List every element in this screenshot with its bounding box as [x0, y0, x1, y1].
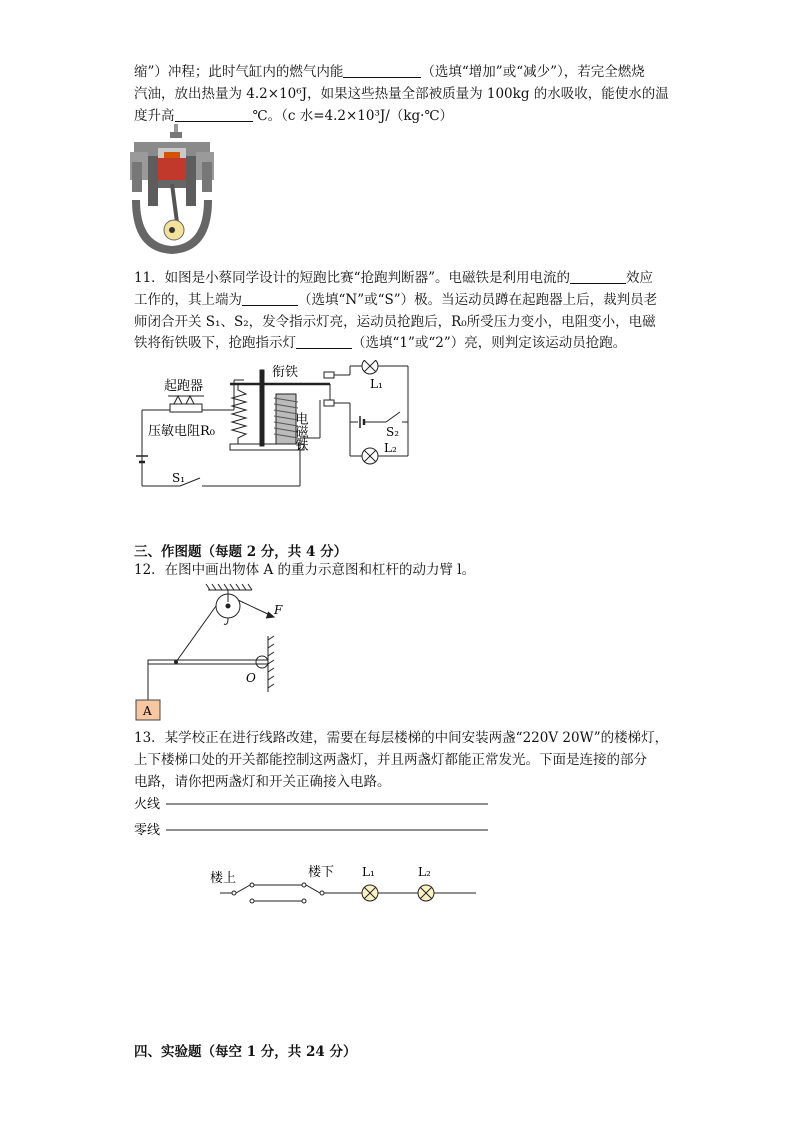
- neutral-wire-label: 零线: [134, 823, 161, 838]
- q11-text-2b: （选填“N”或“S”）极。当运动员蹲在起跑器上后，裁判员老: [298, 292, 658, 308]
- q13-line-3: [134, 772, 391, 792]
- q10-line-2: [134, 84, 669, 104]
- section-4-title: 四、实验题（每空 1 分，共 24 分）: [134, 1044, 357, 1060]
- q12-line: [134, 560, 475, 580]
- q13-text-1: 13．某学校正在进行线路改建，需要在每层楼梯的中间安装两盏“220V 20W”的楼梯灯，: [134, 730, 669, 746]
- q10-line-1: [134, 62, 645, 82]
- q11-line-4: [134, 333, 626, 353]
- false-start-circuit-figure: [134, 360, 414, 496]
- q10-text-3a: 度升高: [134, 108, 175, 124]
- armature-label: 衔铁: [272, 365, 299, 380]
- s1-label: S₁: [172, 471, 186, 485]
- q13-line-2: [134, 750, 647, 770]
- lamp-l2-label: L₂: [418, 865, 431, 879]
- answer-blank[interactable]: [570, 269, 626, 284]
- l1-label: L₁: [370, 377, 383, 391]
- downstairs-switch-label: 楼下: [308, 865, 335, 880]
- answer-blank[interactable]: [343, 63, 421, 78]
- q11-line-2: [134, 290, 657, 310]
- engine-cylinder-figure: [128, 122, 216, 258]
- q10-text-1: 缩”）冲程；此时气缸内的燃气内能: [134, 64, 344, 80]
- q11-text-3: 师闭合开关 S₁、S₂，发令指示灯亮，运动员抢跑后，R₀所受压力变小，电阻变小，电磁: [134, 314, 656, 330]
- upstairs-switch-label: 楼上: [210, 871, 237, 886]
- starter-label: 起跑器: [164, 379, 204, 394]
- q10-text-1b: （选填“增加”或“减少”），若完全燃烧: [421, 64, 645, 80]
- q10-text-2: 汽油，放出热量为 4.2×10⁶J，如果这些热量全部被质量为 100kg 的水吸收，能使水的温: [134, 86, 669, 102]
- q13-text-2: 上下楼梯口处的开关都能控制这两盏灯，并且两盏灯都能正常发光。下面是连接的部分: [134, 752, 647, 768]
- lamp-l1-label: L₁: [362, 865, 375, 879]
- q12-text: 12．在图中画出物体 A 的重力示意图和杠杆的动力臂 l。: [134, 562, 476, 578]
- answer-blank[interactable]: [242, 291, 298, 306]
- q13-line-1: [134, 728, 668, 748]
- stairwell-circuit-figure: [134, 790, 494, 910]
- q11-text-1b: 效应: [625, 270, 653, 286]
- resistor-label: 压敏电阻R₀: [148, 424, 215, 439]
- q11-text-2a: 工作的，其上端为: [134, 292, 242, 308]
- lever-pulley-figure: [134, 582, 284, 722]
- q13-text-3: 电路，请你把两盏灯和开关正确接入电路。: [134, 774, 391, 790]
- section-3-title: 三、作图题（每题 2 分，共 4 分）: [134, 544, 348, 560]
- answer-blank[interactable]: [296, 334, 352, 349]
- q10-text-3b: ℃。（c 水=4.2×10³J/（kg·℃）: [252, 108, 454, 124]
- q11-line-1: [134, 268, 653, 288]
- q11-line-3: [134, 312, 656, 332]
- force-f-label: F: [274, 603, 283, 617]
- pivot-o-label: O: [246, 671, 256, 685]
- electromagnet-label: 电磁铁: [292, 412, 308, 451]
- answer-blank[interactable]: [175, 107, 253, 122]
- block-a-label: A: [143, 704, 152, 718]
- q11-text-1a: 11．如图是小蔡同学设计的短跑比赛“抢跑判断器”。电磁铁是利用电流的: [134, 270, 570, 286]
- s2-label: S₂: [386, 425, 400, 439]
- q11-text-4a: 铁将衔铁吸下，抢跑指示灯: [134, 335, 296, 351]
- q11-text-4b: （选填“1”或“2”）亮，则判定该运动员抢跑。: [352, 335, 627, 351]
- l2-label: L₂: [384, 441, 397, 455]
- live-wire-label: 火线: [134, 797, 161, 812]
